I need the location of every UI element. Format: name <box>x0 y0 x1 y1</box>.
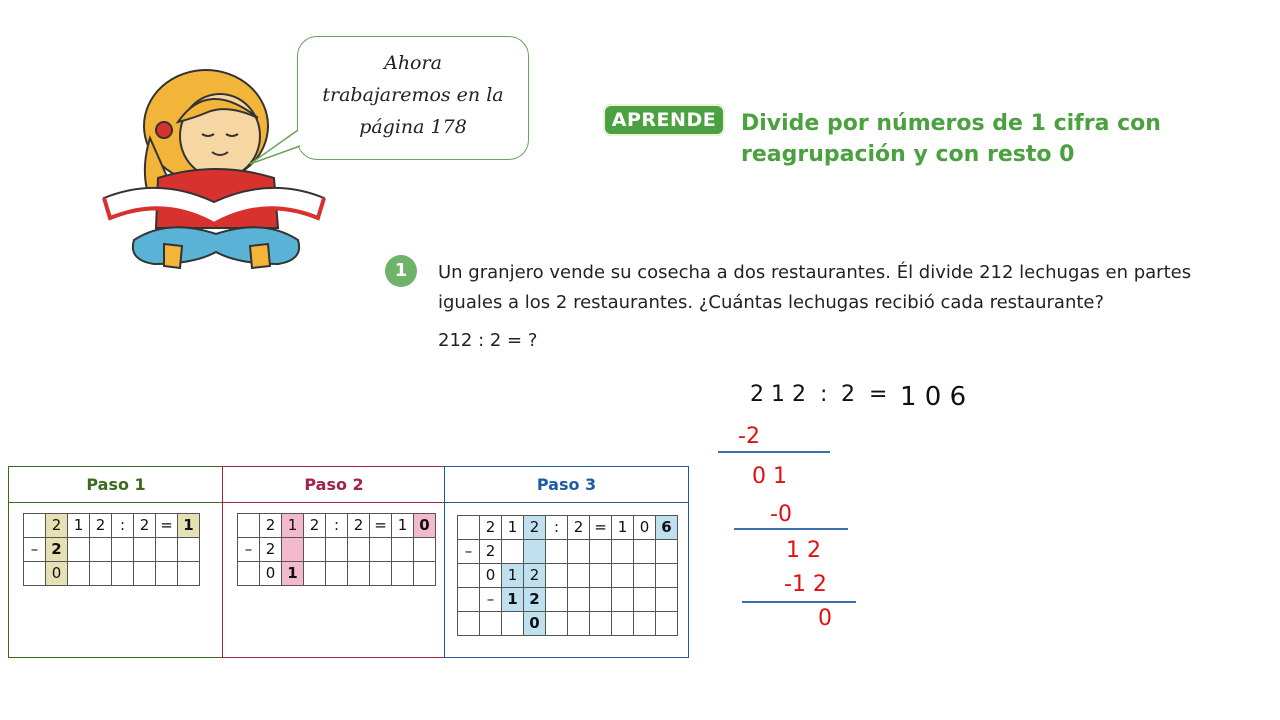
s3-cell: = <box>590 516 612 540</box>
s3-cell <box>612 612 634 636</box>
s1-cell <box>156 538 178 562</box>
s2-cell: 0 <box>414 514 436 538</box>
s2-cell: 2 <box>348 514 370 538</box>
s2-cell <box>238 562 260 586</box>
s2-cell <box>326 538 348 562</box>
s3-cell <box>458 588 480 612</box>
hw-row-6: 0 <box>818 606 832 631</box>
problem-line-2: iguales a los 2 restaurantes. ¿Cuántas lechugas recibió cada restaurante? <box>438 292 1105 313</box>
hw-underline-3 <box>742 601 856 603</box>
s3-cell: 0 <box>480 564 502 588</box>
s1-cell: 2 <box>90 514 112 538</box>
hw-row-4: 1 2 <box>786 538 821 563</box>
s3-cell <box>656 540 678 564</box>
s3-cell <box>458 516 480 540</box>
s1-cell <box>90 538 112 562</box>
s1-cell <box>156 562 178 586</box>
s2-cell: 2 <box>260 538 282 562</box>
s3-cell <box>612 540 634 564</box>
lesson-title-line-2: reagrupación y con resto 0 <box>741 142 1075 167</box>
s3-cell <box>656 588 678 612</box>
step-1-grid <box>23 513 200 586</box>
step-3-grid <box>457 515 678 636</box>
s1-cell <box>178 538 200 562</box>
s2-cell <box>304 562 326 586</box>
s2-cell <box>304 538 326 562</box>
s2-cell <box>348 562 370 586</box>
s2-cell <box>414 562 436 586</box>
s3-cell: 0 <box>634 516 656 540</box>
s3-cell <box>568 612 590 636</box>
s3-cell <box>590 612 612 636</box>
s1-cell: : <box>112 514 134 538</box>
s3-cell <box>524 540 546 564</box>
s2-cell <box>326 562 348 586</box>
s3-cell <box>458 564 480 588</box>
s3-cell: 2 <box>524 516 546 540</box>
s3-cell: – <box>480 588 502 612</box>
s2-cell: 1 <box>392 514 414 538</box>
speech-line-2: trabajaremos en la <box>322 84 504 106</box>
s1-cell: 1 <box>178 514 200 538</box>
s3-cell <box>656 564 678 588</box>
lesson-title-line-1: Divide por números de 1 cifra con <box>741 111 1161 136</box>
s3-cell <box>458 612 480 636</box>
s3-cell <box>634 540 656 564</box>
step-2-grid <box>237 513 436 586</box>
s3-cell <box>546 612 568 636</box>
s3-cell: 2 <box>524 564 546 588</box>
hw-row-2: 0 1 <box>752 464 787 489</box>
s3-cell: 1 <box>502 588 524 612</box>
step-1-box <box>8 466 224 658</box>
hw-quotient: 1 0 6 <box>900 382 967 412</box>
aprende-badge: APRENDE <box>603 104 725 136</box>
step-3-box <box>444 466 689 658</box>
hw-divisor: 2 <box>841 382 855 407</box>
speech-bubble <box>297 36 529 160</box>
s3-cell <box>590 540 612 564</box>
speech-line-1: Ahora <box>384 52 442 74</box>
s1-cell <box>134 562 156 586</box>
s3-cell <box>634 564 656 588</box>
s1-cell <box>112 538 134 562</box>
s2-cell: 1 <box>282 562 304 586</box>
s2-cell: 1 <box>282 514 304 538</box>
s2-cell <box>370 538 392 562</box>
s3-cell <box>568 564 590 588</box>
lesson-title <box>741 108 1181 170</box>
s1-cell: 1 <box>68 514 90 538</box>
s3-cell <box>568 540 590 564</box>
s3-cell <box>590 564 612 588</box>
step-1-title: Paso 1 <box>9 467 223 503</box>
speech-bubble-tail <box>244 128 304 168</box>
hw-row-3: -0 <box>770 502 792 527</box>
s3-cell <box>502 612 524 636</box>
s3-cell: 1 <box>612 516 634 540</box>
s2-cell <box>414 538 436 562</box>
s3-cell: 2 <box>568 516 590 540</box>
s1-cell: 2 <box>46 538 68 562</box>
s1-cell: – <box>24 538 46 562</box>
s1-cell <box>112 562 134 586</box>
problem-line-1: Un granjero vende su cosecha a dos restaurantes. Él divide 212 lechugas en partes <box>438 262 1192 283</box>
s1-cell <box>178 562 200 586</box>
hw-row-1: -2 <box>738 424 760 449</box>
s3-cell <box>612 588 634 612</box>
s2-cell: 2 <box>304 514 326 538</box>
s2-cell: : <box>326 514 348 538</box>
exercise-number-badge: 1 <box>385 255 417 287</box>
s3-cell: 2 <box>480 516 502 540</box>
s3-cell: 2 <box>480 540 502 564</box>
s3-cell <box>480 612 502 636</box>
s1-cell: 2 <box>134 514 156 538</box>
s3-cell <box>546 540 568 564</box>
s1-cell <box>24 562 46 586</box>
girl-reading-illustration <box>98 68 330 280</box>
s3-cell <box>612 564 634 588</box>
s2-cell <box>392 562 414 586</box>
s2-cell: – <box>238 538 260 562</box>
hw-underline-1 <box>718 451 830 453</box>
hw-colon: : <box>820 382 828 407</box>
s2-cell: 0 <box>260 562 282 586</box>
s2-cell: = <box>370 514 392 538</box>
hw-underline-2 <box>734 528 848 530</box>
s1-cell: = <box>156 514 178 538</box>
speech-line-3: página 178 <box>359 116 467 138</box>
s3-cell <box>502 540 524 564</box>
s2-cell <box>282 538 304 562</box>
hw-equals: = <box>869 382 888 407</box>
step-2-box <box>222 466 446 658</box>
s2-cell: 2 <box>260 514 282 538</box>
step-2-title: Paso 2 <box>223 467 445 503</box>
s3-cell <box>568 588 590 612</box>
s3-cell: – <box>458 540 480 564</box>
s3-cell: 1 <box>502 564 524 588</box>
s1-cell <box>90 562 112 586</box>
equation-question: 212 : 2 = ? <box>438 330 538 351</box>
s1-cell: 2 <box>46 514 68 538</box>
step-3-title: Paso 3 <box>445 467 688 503</box>
s3-cell <box>656 612 678 636</box>
hw-row-5: -1 2 <box>784 572 827 597</box>
s3-cell: 2 <box>524 588 546 612</box>
s3-cell: 1 <box>502 516 524 540</box>
s2-cell <box>370 562 392 586</box>
s3-cell <box>590 588 612 612</box>
s2-cell <box>238 514 260 538</box>
s2-cell <box>392 538 414 562</box>
s1-cell <box>134 538 156 562</box>
s3-cell: 0 <box>524 612 546 636</box>
s3-cell <box>546 588 568 612</box>
hw-dividend: 2 1 2 <box>750 382 806 407</box>
s1-cell <box>24 514 46 538</box>
problem-statement <box>438 258 1268 318</box>
s1-cell: 0 <box>46 562 68 586</box>
s1-cell <box>68 562 90 586</box>
s3-cell: 6 <box>656 516 678 540</box>
s3-cell: : <box>546 516 568 540</box>
s3-cell <box>546 564 568 588</box>
s3-cell <box>634 588 656 612</box>
s1-cell <box>68 538 90 562</box>
s3-cell <box>634 612 656 636</box>
s2-cell <box>348 538 370 562</box>
